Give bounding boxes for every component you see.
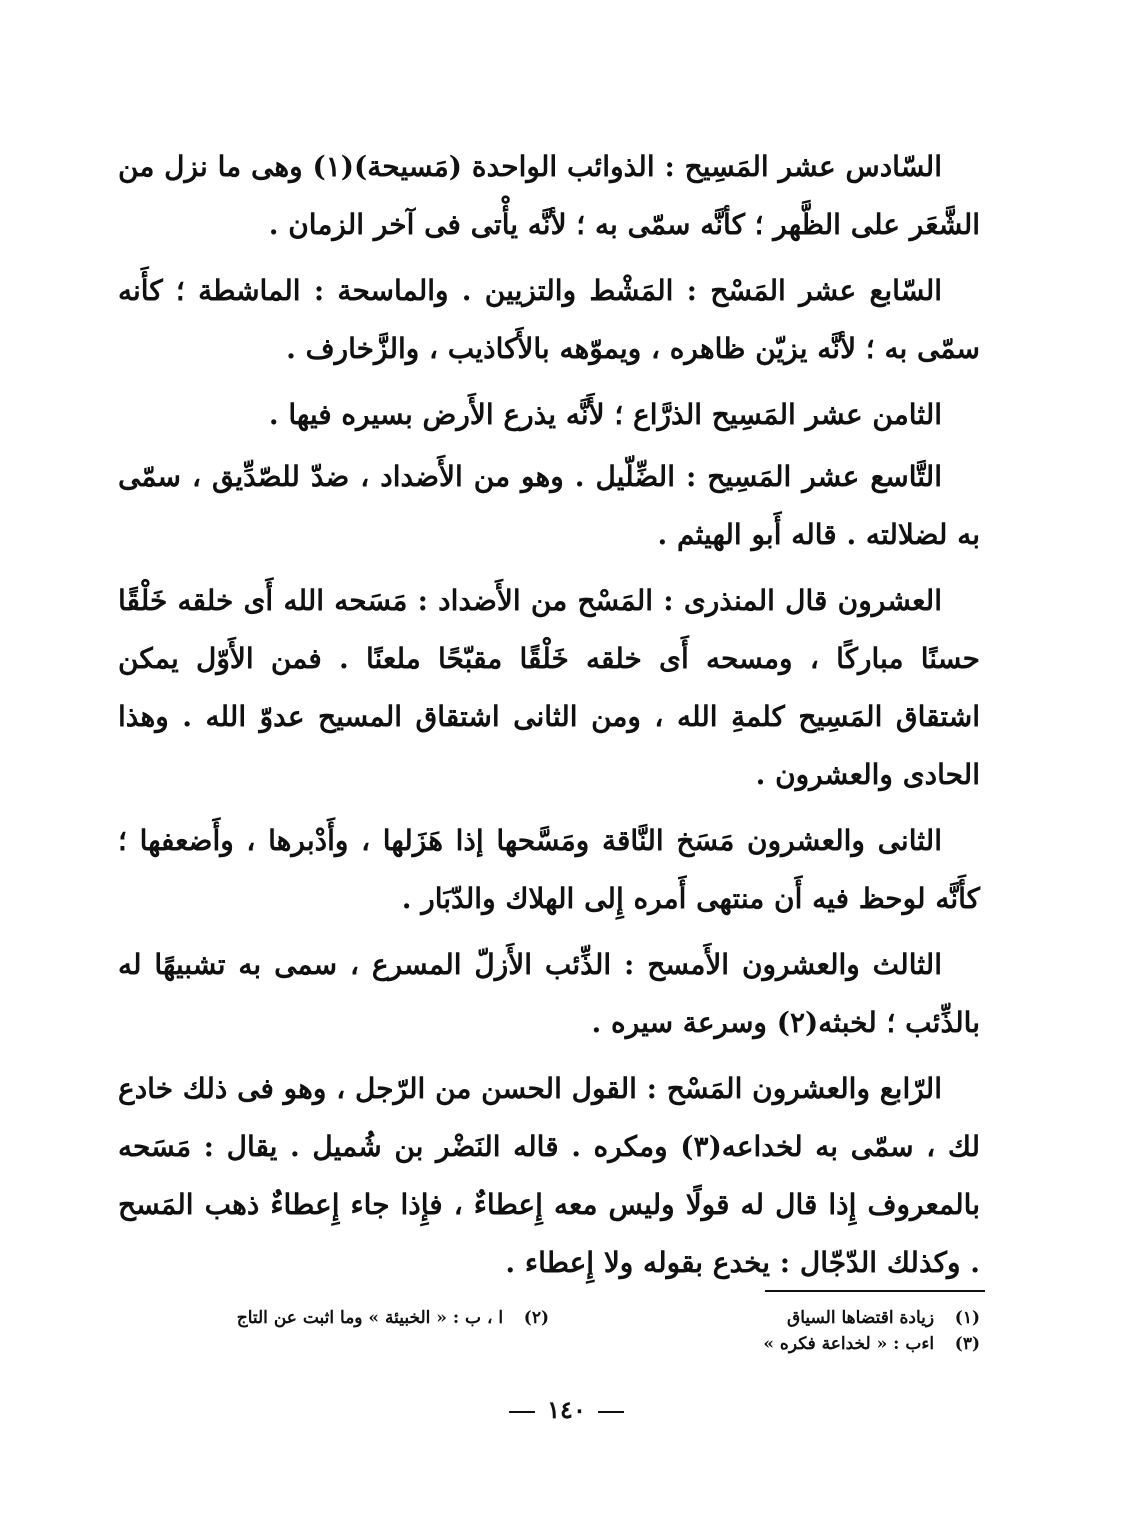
footnotes [118, 1305, 980, 1357]
page-number [0, 1395, 1133, 1424]
footnote-text: اءب : « لخداعة فكره » [763, 1334, 935, 1354]
footnote-number: (٢) [523, 1308, 549, 1328]
paragraph: الثانى والعشرون مَسَخ النَّاقة ومَسَّحها إذا هَزَلها ، وأَدْبرها ، وأَضعفها ؛ كأَنَّه لوحظ فيه أَن منتهى أَمره إِلى الهلاك والدّبَار . [118, 824, 980, 915]
footnote-1 [549, 1305, 980, 1331]
paragraph: التَّاسع عشر المَسِيح : الضِّلّيل . وهو من الأَضداد ، ضدّ للصّدِّيق ، سمّى به لضلالته . قاله أَبو الهيثم . [118, 460, 980, 551]
footnote-2 [118, 1305, 549, 1331]
footnote-row [118, 1305, 980, 1331]
paragraph: السّابع عشر المَسْح : المَشْط والتزيين . والماسحة : الماشطة ؛ كأَنه سمّى به ؛ لأنَّه يزيّن ظاهره ، ويموّهه بالأَكاذيب ، والزَّخارف . [118, 274, 980, 365]
main-text [118, 138, 980, 1300]
paragraph: الثالث والعشرون الأَمسح : الذِّئب الأَزلّ المسرع ، سمى به تشبيهًا له بالذِّئب ؛ لخبثه(٢) وسرعة سيره . [118, 948, 980, 1039]
footnote-text: ا ، ب : « الخبيئة » وما اثبت عن التاج [236, 1308, 504, 1328]
paragraph: الرّابع والعشرون المَسْح : القول الحسن من الرّجل ، وهو فى ذلك خادع لك ، سمّى به لخداعه(٣) ومكره . قاله النَضْر بن شُميل . يقال : مَسَحه بالمعروف إِذا قال له قولًا وليس معه إِعطاءٌ ، فإِذا جاء إِعطاءٌ ذهب المَسح . وكذلك الدّجّال : يخدع بقوله ولا إِعطاء . [118, 1072, 980, 1279]
paragraph: الثامن عشر المَسِيح الذرَّاع ؛ لأَنَّه يذرع الأَرض بسيره فيها . [268, 398, 942, 431]
footnote-number: (٣) [954, 1334, 980, 1354]
footnote-row [118, 1331, 980, 1357]
paragraph: العشرون قال المنذرى : المَسْح من الأَضداد : مَسَحه الله أَى خلقه خَلْقًا حسنًا مباركًا ، ومسحه أَى خلقه خَلْقًا مقبّحًا ملعنًا . فمن الأَوّل يمكن اشتقاق المَسِيح كلمةِ الله ، ومن الثانى اشتقاق المسيح عدوّ الله . وهذا الحادى والعشرون . [118, 584, 980, 791]
footnote-text: زيادة اقتضاها السياق [787, 1308, 935, 1328]
dash-decoration [509, 1411, 535, 1413]
page-number-value: ١٤٠ [547, 1395, 586, 1424]
footnote-3 [549, 1331, 980, 1357]
footnote-divider [765, 1290, 985, 1292]
paragraph: السّادس عشر المَسِيح : الذوائب الواحدة (مَسيحة)(١) وهى ما نزل من الشَّعَر على الظَّهر ؛ كأنَّه سمّى به ؛ لأنَّه يأْتى فى آخر الزمان . [118, 150, 980, 241]
footnote-number: (١) [954, 1308, 980, 1328]
dash-decoration [598, 1411, 624, 1413]
